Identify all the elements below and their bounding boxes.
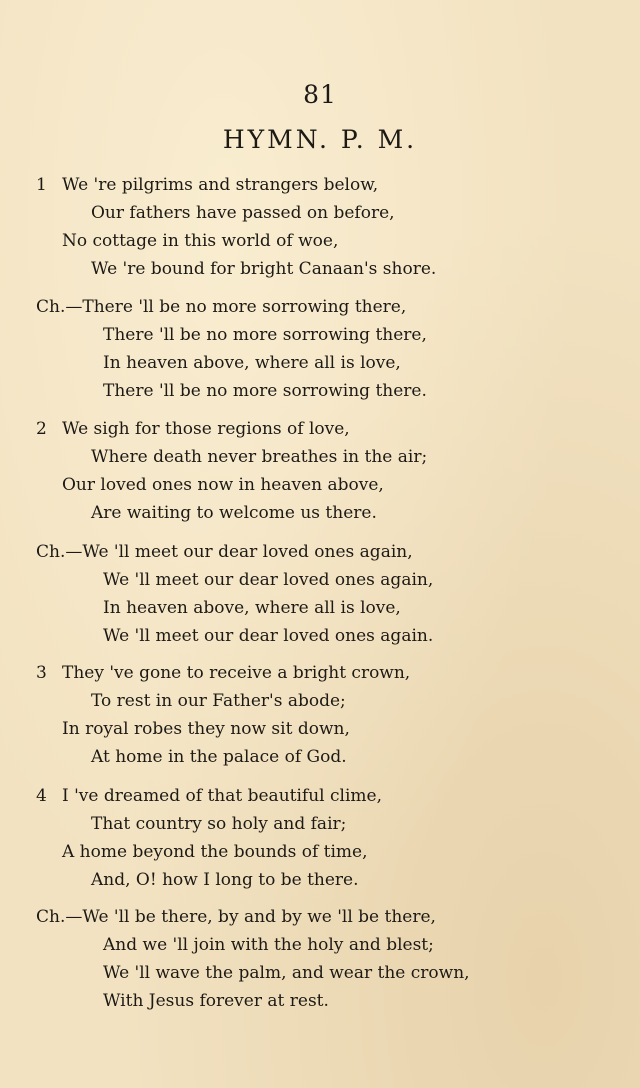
stanza-4 (36, 782, 636, 894)
stanza-3 (36, 659, 636, 771)
verse-line: In heaven above, where all is love, (103, 353, 401, 373)
verse-text: They 've gone to receive a bright crown, (62, 663, 411, 683)
verse-line: Our fathers have passed on before, (91, 203, 395, 223)
verse-line: To rest in our Father's abode; (91, 691, 346, 711)
verse-text: We sigh for those regions of love, (62, 419, 350, 439)
verse-text: We 'll meet our dear loved ones again, (82, 542, 413, 562)
verse-line (36, 659, 636, 687)
verse-line: We 're bound for bright Canaan's shore. (91, 259, 437, 279)
chorus-label: Ch.— (36, 542, 83, 562)
chorus-label: Ch.— (36, 907, 83, 927)
stanza-number: 2 (36, 419, 47, 439)
verse-line: There 'll be no more sorrowing there. (103, 381, 427, 401)
verse-line: And, O! how I long to be there. (91, 870, 359, 890)
verse-line: A home beyond the bounds of time, (62, 842, 368, 862)
verse-line (36, 171, 636, 199)
verse-line: Our loved ones now in heaven above, (62, 475, 384, 495)
verse-line: In heaven above, where all is love, (103, 598, 401, 618)
page-number: 81 (303, 80, 337, 109)
verse-line: And we 'll join with the holy and blest; (103, 935, 434, 955)
verse-text: We 're pilgrims and strangers below, (62, 175, 379, 195)
verse-line: At home in the palace of God. (91, 747, 347, 767)
verse-line: We 'll meet our dear loved ones again, (103, 570, 434, 590)
verse-text: There 'll be no more sorrowing there, (82, 297, 407, 317)
verse-text: We 'll be there, by and by we 'll be there, (82, 907, 436, 927)
verse-line (36, 538, 636, 566)
verse-line (36, 903, 636, 931)
verse-line: That country so holy and fair; (91, 814, 347, 834)
chorus-3 (36, 903, 636, 1015)
chorus-label: Ch.— (36, 297, 83, 317)
verse-line (36, 293, 636, 321)
hymn-title: HYMN. P. M. (222, 125, 418, 154)
stanza-number: 4 (36, 786, 47, 806)
verse-line: There 'll be no more sorrowing there, (103, 325, 427, 345)
verse-line: Are waiting to welcome us there. (91, 503, 377, 523)
verse-text: I 've dreamed of that beautiful clime, (62, 786, 382, 806)
stanza-2 (36, 415, 636, 527)
verse-line: In royal robes they now sit down, (62, 719, 350, 739)
stanza-number: 3 (36, 663, 47, 683)
verse-line: No cottage in this world of woe, (62, 231, 339, 251)
stanza-1 (36, 171, 636, 283)
verse-line (36, 415, 636, 443)
verse-line: With Jesus forever at rest. (103, 991, 329, 1011)
verse-line: We 'll meet our dear loved ones again. (103, 626, 434, 646)
verse-line: Where death never breathes in the air; (91, 447, 428, 467)
verse-line: We 'll wave the palm, and wear the crown, (103, 963, 470, 983)
chorus-2 (36, 538, 636, 650)
verse-line (36, 782, 636, 810)
chorus-1 (36, 293, 636, 405)
stanza-number: 1 (36, 175, 47, 195)
